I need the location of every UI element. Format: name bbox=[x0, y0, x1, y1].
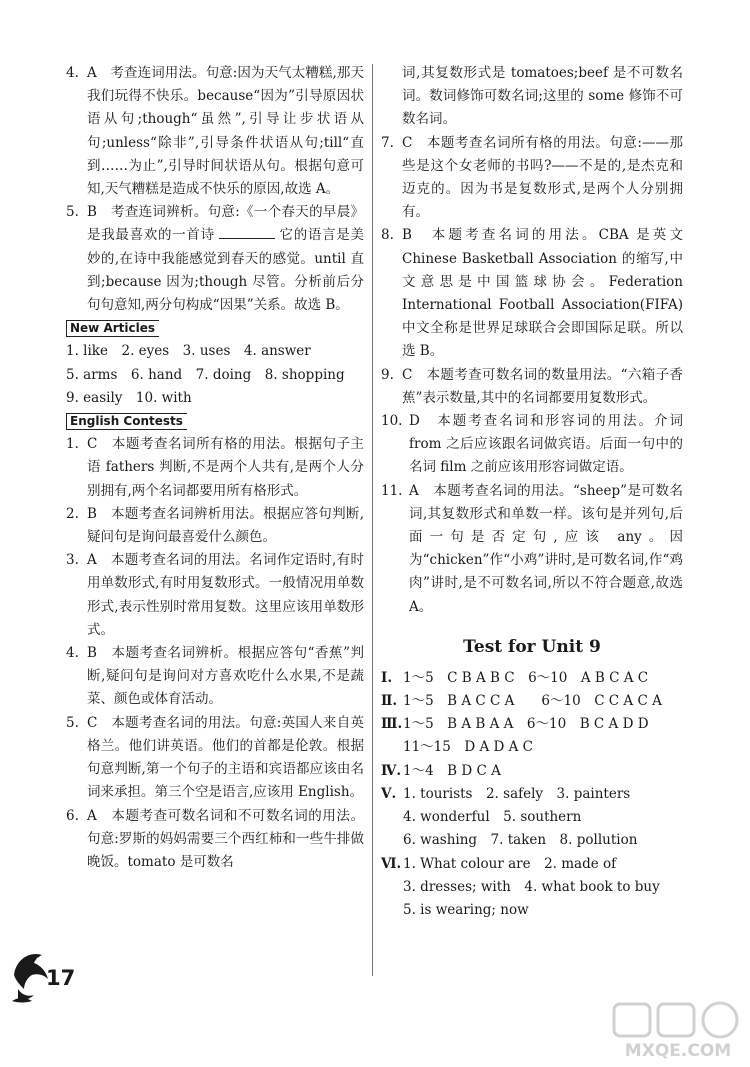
answer-item-4: 4. A 考查连词用法。句意:因为天气太糟糕,那天我们玩得不快乐。because“因为”引导原因状语从句;though“虽然”,引导让步状语从句;unless“除非”,引导条件状语从句;till“直到……为止”,引导时间状语从句。根据句意可知,天气糟糕是造成不快乐的原因,故选 A。 bbox=[66, 65, 364, 198]
contest-item-3: 3. A 本题考查名词的用法。名词作定语时,有时用单数形式,有时用复数形式。一般情况用单数形式,表示性别时常用复数。这里应该用单数形式。 bbox=[66, 552, 364, 638]
contest-item-1: 1. C 本题考查名词所有格的用法。根据句子主语 fathers 判断,不是两个人共有,是两个人分别拥有,两个名词都要用所有格形式。 bbox=[66, 436, 364, 499]
answer-part-5-line-2: 4. wonderful 5. southern bbox=[403, 809, 582, 826]
answer-line: 1. like 2. eyes 3. uses 4. answer bbox=[66, 343, 311, 360]
contest-item-10: 10. D 本题考查名词和形容词的用法。介词 from 之后应该跟名词做宾语。后面一句中的名词 film 之前应该用形容词做定语。 bbox=[381, 413, 683, 476]
answer-part-5: Ⅴ. 1. tourists 2. safely 3. painters bbox=[381, 785, 631, 802]
page-number: 17 bbox=[46, 966, 76, 990]
test-answers bbox=[381, 667, 683, 922]
answer-line: 5. arms 6. hand 7. doing 8. shopping bbox=[66, 366, 345, 383]
contest-item-8: 8. B 本题考查名词的用法。CBA 是英文 Chinese Basketball Association 的缩写,中文意思是中国篮球协会。Federation International Football Association(FIFA)中文全称是世界足球联合会即国际足联。所以选 B。 bbox=[381, 227, 683, 360]
answer-text-post: 它的语言是美妙的,在诗中我能感觉到春天的感觉。until 直到;because 因为;though 尽管。分析前后分句句意知,两分句构成“因果”关系。故选 B。 bbox=[87, 227, 365, 314]
answer-text-pre: B 考查连词辨析。句意:《一个春天的早晨》是我最喜欢的一首诗 bbox=[87, 204, 364, 244]
contest-item-5: 5. C 本题考查名词的用法。句意:英国人来自英格兰。他们讲英语。他们的首都是伦敦。根据句意判断,第一个句子的主语和宾语都应该由名词来承担。第三个空是语言,应该用 English。 bbox=[66, 714, 364, 801]
right-column bbox=[381, 62, 683, 922]
test-unit-title: Test for Unit 9 bbox=[463, 636, 601, 657]
contest-item-9: 9. C 本题考查可数名词的数量用法。“六箱子香蕉”表示数量,其中的名词都要用复数形式。 bbox=[381, 366, 683, 406]
section-heading-new-articles: New Articles bbox=[66, 320, 159, 337]
contest-item-11: 11. A 本题考查名词的用法。“sheep”是可数名词,其复数形式和单数一样。该句是并列句,后面一句是否定句,应该 any。因为“chicken”作“小鸡”讲时,是可数名词,作“鸡肉”讲时,是不可数名词,所以不符合题意,故选 A。 bbox=[381, 482, 683, 615]
left-column bbox=[66, 62, 364, 874]
column-divider bbox=[372, 64, 373, 976]
watermark-text: MXQE.COM bbox=[624, 1041, 732, 1061]
answer-part-3-line-2: 11～15 D A D A C bbox=[403, 739, 533, 756]
answer-part-5-line-3: 6. washing 7. taken 8. pollution bbox=[403, 832, 638, 849]
answer-part-4: Ⅳ. 1～4 B D C A bbox=[381, 762, 501, 779]
answer-part-1: Ⅰ. 1～5 C B A B C 6～10 A B C A C bbox=[381, 669, 649, 686]
answer-part-2: Ⅱ. 1～5 B A C C A 6～10 C C A C A bbox=[381, 693, 662, 710]
contest-item-7: 7. C 本题考查名词所有格的用法。句意:——那些是这个女老师的书吗?——不是的,是杰克和迈克的。因为书是复数形式,是两个人分别拥有。 bbox=[381, 134, 683, 221]
answer-text: A 考查连词用法。句意:因为天气太糟糕,那天我们玩得不快乐。because“因为”引导原因状语从句;though“虽然”,引导让步状语从句;unless“除非”,引导条件状语从句;till“直到……为止”,引导时间状语从句。根据句意可知,天气糟糕是造成不快乐的原因,故选 A。 bbox=[87, 65, 364, 198]
answer-part-3: Ⅲ. 1～5 B A B A A 6～10 B C A D D bbox=[381, 716, 649, 733]
answer-part-6: Ⅵ. 1. What colour are 2. made of bbox=[381, 855, 617, 872]
section-heading-english-contests: English Contests bbox=[66, 413, 187, 430]
fill-blank bbox=[219, 224, 275, 239]
answer-part-6-line-3: 5. is wearing; now bbox=[403, 901, 529, 918]
contest-item-6: 6. A 本题考查可数名词和不可数名词的用法。句意:罗斯的妈妈需要三个西红柿和一些牛排做晚饭。tomato 是可数名 bbox=[66, 807, 364, 870]
contest-item-4: 4. B 本题考查名词辨析。根据应答句“香蕉”判断,疑问句是询问对方喜欢吃什么水果,不是蔬菜、颜色或体育活动。 bbox=[66, 645, 364, 708]
contest-item-2: 2. B 本题考查名词辨析用法。根据应答句判断,疑问句是询问最喜爱什么颜色。 bbox=[66, 505, 364, 546]
answer-item-5: 5. B 考查连词辨析。句意:《一个春天的早晨》是我最喜欢的一首诗 它的语言是美妙的,在诗中我能感觉到春天的感觉。until 直到;because 因为;though 尽管。分析前后分句句意知,两分句构成“因果”关系。故选 B。 bbox=[66, 204, 365, 314]
contest-item-6-continued: 词,其复数形式是 tomatoes;beef 是不可数名词。数词修饰可数名词;这里的 some 修饰不可数名词。 bbox=[402, 65, 683, 128]
watermark-logo bbox=[608, 1000, 748, 1062]
answer-line: 9. easily 10. with bbox=[66, 389, 192, 406]
answer-part-6-line-2: 3. dresses; with 4. what book to buy bbox=[403, 878, 660, 895]
